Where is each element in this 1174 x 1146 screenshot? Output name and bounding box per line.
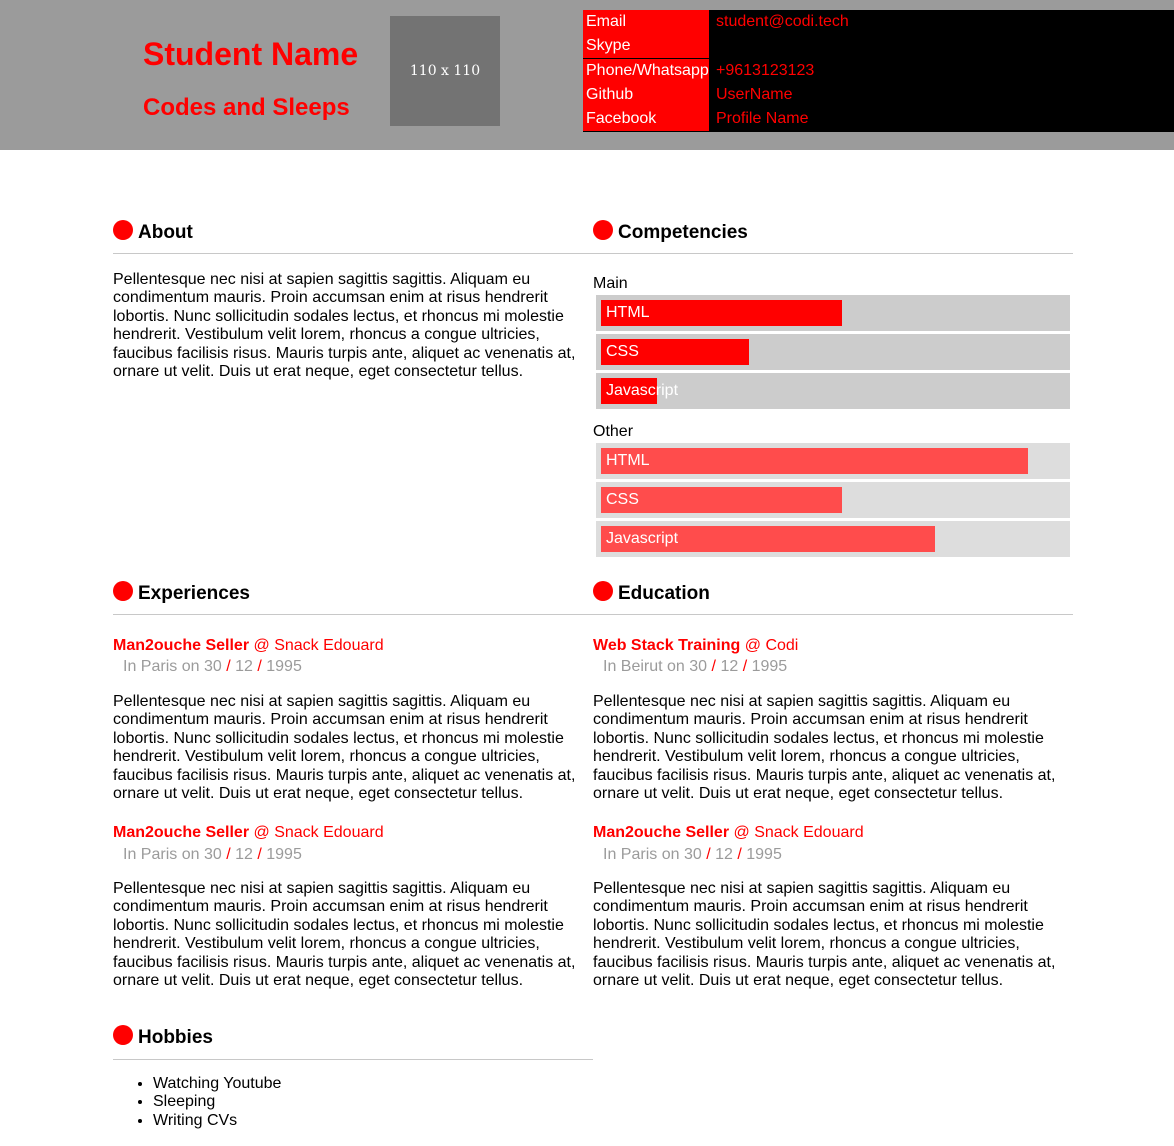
contact-label: Skype xyxy=(583,34,709,58)
section-divider xyxy=(113,614,593,615)
skill-name: CSS xyxy=(606,491,639,508)
facebook-link[interactable]: Profile Name xyxy=(716,110,809,127)
education-meta xyxy=(603,846,782,864)
section-divider xyxy=(113,1059,593,1060)
section-title: Experiences xyxy=(138,583,250,604)
bullet-dot-icon xyxy=(113,581,133,601)
skill-bar xyxy=(596,334,1070,370)
program: Web Stack Training xyxy=(593,637,741,654)
experience-title xyxy=(113,824,384,842)
skill-bar xyxy=(596,295,1070,331)
skill-name: CSS xyxy=(606,343,639,360)
section-title: Education xyxy=(618,583,710,604)
job-role: Man2ouche Seller xyxy=(113,824,250,841)
contact-row-github xyxy=(583,83,1174,107)
email-link[interactable]: student@codi.tech xyxy=(716,13,849,30)
location: In Paris on xyxy=(603,846,680,863)
header xyxy=(0,0,1174,150)
competency-group-other: Other xyxy=(593,423,634,440)
date-separator: / xyxy=(711,658,716,675)
bullet-dot-icon xyxy=(113,220,133,240)
bullet-dot-icon xyxy=(593,581,613,601)
education-title xyxy=(593,824,864,842)
skill-bar-fill xyxy=(601,448,1028,474)
contact-label: Facebook xyxy=(583,107,709,131)
date-month: 12 xyxy=(720,658,739,675)
skill-bar xyxy=(596,521,1070,557)
contact-row-phone xyxy=(583,59,1174,83)
date-day: 30 xyxy=(203,658,222,675)
experience-meta xyxy=(123,658,302,676)
education-description: Pellentesque nec nisi at sapien sagittis sagittis. Aliquam eu condimentum mauris. Proin accumsan enim at risus hendrerit lobortis. Nunc sollicitudin sodales lectus, et rhoncus mi molestie hendrerit. Vestibulum velit lorem, rhoncus a congue ultricies, faucibus facilisis risus. Mauris turpis ante, aliquet ac venenatis at, ornare ut velit. Duis ut erat neque, eget consectetur tellus. xyxy=(593,693,1056,803)
date-year: 1995 xyxy=(751,658,788,675)
contact-label: Github xyxy=(583,83,709,107)
skill-name: HTML xyxy=(606,452,650,469)
skill-bar xyxy=(596,443,1070,479)
competency-group-main: Main xyxy=(593,275,628,292)
education-meta xyxy=(603,658,787,676)
skill-name: Javascript xyxy=(606,530,679,547)
contact-label: Phone/Whatsapp xyxy=(583,59,709,83)
education-description: Pellentesque nec nisi at sapien sagittis sagittis. Aliquam eu condimentum mauris. Proin accumsan enim at risus hendrerit lobortis. Nunc sollicitudin sodales lectus, et rhoncus mi molestie hendrerit. Vestibulum velit lorem, rhoncus a congue ultricies, faucibus facilisis risus. Mauris turpis ante, aliquet ac venenatis at, ornare ut velit. Duis ut erat neque, eget consectetur tellus. xyxy=(593,880,1056,990)
institution: @ Snack Edouard xyxy=(733,824,864,841)
section-title: About xyxy=(138,222,193,243)
location: In Paris on xyxy=(123,846,200,863)
location: In Beirut on xyxy=(603,658,685,675)
skill-name: HTML xyxy=(606,304,650,321)
experience-meta xyxy=(123,846,302,864)
contact-row-facebook xyxy=(583,107,1174,131)
contact-table xyxy=(583,10,1174,132)
skill-bar xyxy=(596,482,1070,518)
job-role: Man2ouche Seller xyxy=(113,637,250,654)
date-year: 1995 xyxy=(266,846,302,863)
program: Man2ouche Seller xyxy=(593,824,730,841)
contact-label: Email xyxy=(583,10,709,34)
experience-description: Pellentesque nec nisi at sapien sagittis sagittis. Aliquam eu condimentum mauris. Proin accumsan enim at risus hendrerit lobortis. Nunc sollicitudin sodales lectus, et rhoncus mi molestie hendrerit. Vestibulum velit lorem, rhoncus a congue ultricies, faucibus facilisis risus. Mauris turpis ante, aliquet ac venenatis at, ornare ut velit. Duis ut erat neque, eget consectetur tellus. xyxy=(113,693,576,803)
date-separator: / xyxy=(257,846,262,863)
github-link[interactable]: UserName xyxy=(716,86,793,103)
contact-row-email xyxy=(583,10,1174,34)
date-separator: / xyxy=(226,658,231,675)
hobbies-list xyxy=(133,1075,281,1130)
date-month: 12 xyxy=(235,658,253,675)
bullet-dot-icon xyxy=(593,220,613,240)
bullet-dot-icon xyxy=(113,1025,133,1045)
date-separator: / xyxy=(226,846,231,863)
date-day: 30 xyxy=(689,658,708,675)
date-separator: / xyxy=(737,846,742,863)
section-divider xyxy=(593,614,1073,615)
list-item: • Sleeping xyxy=(153,1093,281,1111)
phone-link[interactable]: +9613123123 xyxy=(716,62,815,79)
institution: @ Codi xyxy=(744,637,799,654)
employer: @ Snack Edouard xyxy=(253,824,384,841)
experience-description: Pellentesque nec nisi at sapien sagittis sagittis. Aliquam eu condimentum mauris. Proin accumsan enim at risus hendrerit lobortis. Nunc sollicitudin sodales lectus, et rhoncus mi molestie hendrerit. Vestibulum velit lorem, rhoncus a congue ultricies, faucibus facilisis risus. Mauris turpis ante, aliquet ac venenatis at, ornare ut velit. Duis ut erat neque, eget consectetur tellus. xyxy=(113,880,576,990)
contact-row-skype xyxy=(583,34,1174,58)
date-month: 12 xyxy=(235,846,253,863)
skill-name: Javascript xyxy=(606,382,679,399)
experience-title xyxy=(113,637,384,655)
section-divider xyxy=(593,253,1073,254)
education-title xyxy=(593,637,798,655)
date-separator: / xyxy=(742,658,748,675)
date-year: 1995 xyxy=(746,846,782,863)
skill-bar xyxy=(596,373,1070,409)
student-name: Student Name xyxy=(143,36,359,72)
location: In Paris on xyxy=(123,658,200,675)
employer: @ Snack Edouard xyxy=(253,637,384,654)
date-day: 30 xyxy=(203,846,222,863)
section-title: Competencies xyxy=(618,222,748,243)
date-year: 1995 xyxy=(266,658,302,675)
date-month: 12 xyxy=(715,846,733,863)
date-separator: / xyxy=(706,846,711,863)
profile-photo-placeholder: 110 x 110 xyxy=(390,16,500,126)
section-title: Hobbies xyxy=(138,1027,213,1048)
tagline: Codes and Sleeps xyxy=(143,94,350,121)
about-text: Pellentesque nec nisi at sapien sagittis sagittis. Aliquam eu condimentum mauris. Proin accumsan enim at risus hendrerit lobortis. Nunc sollicitudin sodales lectus, et rhoncus mi molestie hendrerit. Vestibulum velit lorem, rhoncus a congue ultricies, faucibus facilisis risus. Mauris turpis ante, aliquet ac venenatis at, ornare ut velit. Duis ut erat neque, eget consectetur tellus. xyxy=(113,271,576,381)
date-day: 30 xyxy=(683,846,702,863)
date-separator: / xyxy=(257,658,262,675)
list-item: • Watching Youtube xyxy=(153,1075,281,1093)
section-divider xyxy=(113,253,593,254)
list-item: • Writing CVs xyxy=(153,1112,281,1130)
